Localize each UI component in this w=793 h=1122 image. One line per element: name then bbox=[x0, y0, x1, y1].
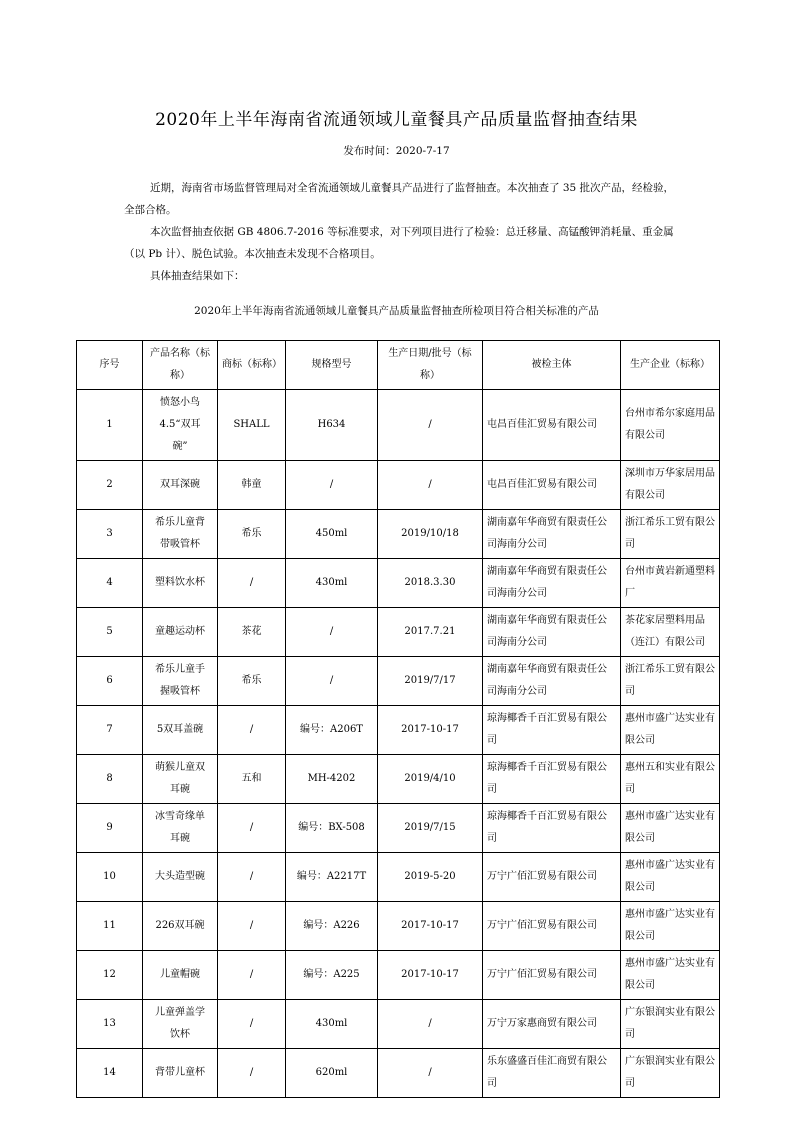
cell-specification: 编号：A225 bbox=[286, 951, 378, 1000]
cell-manufacturer: 惠州市盛广达实业有限公司 bbox=[621, 951, 720, 1000]
table-header-row bbox=[77, 341, 720, 390]
cell-production-date: 2018.3.30 bbox=[378, 559, 483, 608]
cell-serial: 9 bbox=[77, 804, 143, 853]
cell-trademark: 五和 bbox=[218, 755, 286, 804]
intro-paragraph: 近期，海南省市场监督管理局对全省流通领域儿童餐具产品进行了监督抽查。本次抽查了 35 批次产品，经检验，全部合格。 bbox=[124, 182, 675, 216]
header-inspected-entity: 被检主体 bbox=[483, 341, 621, 390]
cell-manufacturer: 惠州市盛广达实业有限公司 bbox=[621, 853, 720, 902]
header-specification: 规格型号 bbox=[286, 341, 378, 390]
cell-trademark: / bbox=[218, 1000, 286, 1049]
cell-inspected-entity: 乐东盛盛百佳汇商贸有限公司 bbox=[483, 1049, 621, 1098]
cell-serial: 8 bbox=[77, 755, 143, 804]
cell-trademark: / bbox=[218, 706, 286, 755]
cell-inspected-entity: 湖南嘉年华商贸有限责任公司海南分公司 bbox=[483, 657, 621, 706]
table-row bbox=[77, 559, 720, 608]
cell-product-name: 5双耳盖碗 bbox=[143, 706, 218, 755]
header-product-name: 产品名称（标称） bbox=[143, 341, 218, 390]
cell-product-name: 塑料饮水杯 bbox=[143, 559, 218, 608]
cell-trademark: SHALL bbox=[218, 390, 286, 461]
cell-production-date: / bbox=[378, 1000, 483, 1049]
cell-serial: 11 bbox=[77, 902, 143, 951]
cell-product-name: 儿童弹盖学饮杯 bbox=[143, 1000, 218, 1049]
cell-inspected-entity: 琼海椰香千百汇贸易有限公司 bbox=[483, 755, 621, 804]
cell-manufacturer: 台州市希尔家庭用品有限公司 bbox=[621, 390, 720, 461]
cell-specification: 450ml bbox=[286, 510, 378, 559]
header-serial: 序号 bbox=[77, 341, 143, 390]
cell-serial: 1 bbox=[77, 390, 143, 461]
cell-production-date: 2017.7.21 bbox=[378, 608, 483, 657]
table-caption: 2020年上半年海南省流通领域儿童餐具产品质量监督抽查所检项目符合相关标准的产品 bbox=[194, 305, 599, 317]
cell-product-name: 226双耳碗 bbox=[143, 902, 218, 951]
cell-serial: 7 bbox=[77, 706, 143, 755]
cell-product-name: 萌猴儿童双耳碗 bbox=[143, 755, 218, 804]
cell-production-date: 2019/10/18 bbox=[378, 510, 483, 559]
cell-manufacturer: 台州市黄岩新通塑料厂 bbox=[621, 559, 720, 608]
table-row bbox=[77, 461, 720, 510]
cell-inspected-entity: 万宁广佰汇贸易有限公司 bbox=[483, 902, 621, 951]
cell-production-date: 2017-10-17 bbox=[378, 706, 483, 755]
cell-inspected-entity: 湖南嘉年华商贸有限责任公司海南分公司 bbox=[483, 559, 621, 608]
cell-product-name: 儿童帽碗 bbox=[143, 951, 218, 1000]
publish-date: 发布时间：2020-7-17 bbox=[343, 145, 450, 157]
cell-production-date: 2019/7/15 bbox=[378, 804, 483, 853]
header-manufacturer: 生产企业（标称） bbox=[621, 341, 720, 390]
cell-trademark: / bbox=[218, 1049, 286, 1098]
table-row bbox=[77, 853, 720, 902]
cell-specification: 编号：A226 bbox=[286, 902, 378, 951]
document-title: 2020年上半年海南省流通领域儿童餐具产品质量监督抽查结果 bbox=[155, 110, 638, 130]
cell-serial: 2 bbox=[77, 461, 143, 510]
table-row bbox=[77, 1000, 720, 1049]
table-row bbox=[77, 510, 720, 559]
table-row bbox=[77, 706, 720, 755]
cell-manufacturer: 茶花家居塑料用品（连江）有限公司 bbox=[621, 608, 720, 657]
cell-production-date: 2019/4/10 bbox=[378, 755, 483, 804]
cell-trademark: / bbox=[218, 951, 286, 1000]
cell-manufacturer: 惠州市盛广达实业有限公司 bbox=[621, 804, 720, 853]
cell-inspected-entity: 湖南嘉年华商贸有限责任公司海南分公司 bbox=[483, 510, 621, 559]
cell-serial: 13 bbox=[77, 1000, 143, 1049]
cell-serial: 10 bbox=[77, 853, 143, 902]
cell-production-date: / bbox=[378, 390, 483, 461]
cell-specification: 编号：A2217T bbox=[286, 853, 378, 902]
table-body bbox=[77, 390, 720, 1098]
cell-manufacturer: 惠州市盛广达实业有限公司 bbox=[621, 902, 720, 951]
cell-product-name: 大头造型碗 bbox=[143, 853, 218, 902]
cell-production-date: / bbox=[378, 461, 483, 510]
cell-product-name: 愤怒小鸟 4.5“双耳碗” bbox=[143, 390, 218, 461]
table-row bbox=[77, 902, 720, 951]
cell-product-name: 冰雪奇缘单耳碗 bbox=[143, 804, 218, 853]
cell-product-name: 童趣运动杯 bbox=[143, 608, 218, 657]
table-row bbox=[77, 390, 720, 461]
cell-specification: 编号：BX-508 bbox=[286, 804, 378, 853]
header-trademark: 商标（标称） bbox=[218, 341, 286, 390]
cell-trademark: / bbox=[218, 559, 286, 608]
cell-product-name: 希乐儿童背带吸管杯 bbox=[143, 510, 218, 559]
cell-trademark: / bbox=[218, 804, 286, 853]
results-table bbox=[76, 340, 720, 1098]
cell-trademark: 韩童 bbox=[218, 461, 286, 510]
cell-manufacturer: 惠州五和实业有限公司 bbox=[621, 755, 720, 804]
header-production-date: 生产日期/批号（标称） bbox=[378, 341, 483, 390]
table-row bbox=[77, 657, 720, 706]
cell-trademark: / bbox=[218, 902, 286, 951]
cell-serial: 14 bbox=[77, 1049, 143, 1098]
cell-specification: / bbox=[286, 461, 378, 510]
cell-inspected-entity: 万宁广佰汇贸易有限公司 bbox=[483, 853, 621, 902]
cell-manufacturer: 广东银润实业有限公司 bbox=[621, 1000, 720, 1049]
cell-inspected-entity: 屯昌百佳汇贸易有限公司 bbox=[483, 390, 621, 461]
cell-product-name: 背带儿童杯 bbox=[143, 1049, 218, 1098]
cell-specification: 430ml bbox=[286, 1000, 378, 1049]
table-row bbox=[77, 755, 720, 804]
cell-manufacturer: 惠州市盛广达实业有限公司 bbox=[621, 706, 720, 755]
table-row bbox=[77, 1049, 720, 1098]
cell-production-date: 2019/7/17 bbox=[378, 657, 483, 706]
cell-inspected-entity: 屯昌百佳汇贸易有限公司 bbox=[483, 461, 621, 510]
cell-specification: MH-4202 bbox=[286, 755, 378, 804]
cell-specification: 620ml bbox=[286, 1049, 378, 1098]
cell-specification: / bbox=[286, 657, 378, 706]
cell-inspected-entity: 万宁广佰汇贸易有限公司 bbox=[483, 951, 621, 1000]
cell-serial: 5 bbox=[77, 608, 143, 657]
cell-specification: / bbox=[286, 608, 378, 657]
cell-trademark: 希乐 bbox=[218, 510, 286, 559]
cell-product-name: 双耳深碗 bbox=[143, 461, 218, 510]
cell-serial: 4 bbox=[77, 559, 143, 608]
cell-production-date: 2017-10-17 bbox=[378, 951, 483, 1000]
standard-paragraph: 本次监督抽查依据 GB 4806.7-2016 等标准要求，对下列项目进行了检验：总迁移量、高锰酸钾消耗量、重金属（以 Pb 计）、脱色试验。本次抽查未发现不合格项目。 bbox=[124, 226, 674, 260]
results-lead-paragraph: 具体抽查结果如下： bbox=[150, 270, 245, 282]
cell-inspected-entity: 琼海椰香千百汇贸易有限公司 bbox=[483, 804, 621, 853]
table-row bbox=[77, 951, 720, 1000]
cell-specification: 430ml bbox=[286, 559, 378, 608]
cell-inspected-entity: 万宁万家惠商贸有限公司 bbox=[483, 1000, 621, 1049]
cell-serial: 12 bbox=[77, 951, 143, 1000]
cell-production-date: 2017-10-17 bbox=[378, 902, 483, 951]
cell-production-date: / bbox=[378, 1049, 483, 1098]
table-row bbox=[77, 608, 720, 657]
cell-serial: 6 bbox=[77, 657, 143, 706]
cell-inspected-entity: 琼海椰香千百汇贸易有限公司 bbox=[483, 706, 621, 755]
cell-specification: H634 bbox=[286, 390, 378, 461]
cell-product-name: 希乐儿童手握吸管杯 bbox=[143, 657, 218, 706]
cell-production-date: 2019-5-20 bbox=[378, 853, 483, 902]
cell-manufacturer: 浙江希乐工贸有限公司 bbox=[621, 510, 720, 559]
cell-trademark: / bbox=[218, 853, 286, 902]
table-row bbox=[77, 804, 720, 853]
cell-specification: 编号：A206T bbox=[286, 706, 378, 755]
cell-manufacturer: 广东银润实业有限公司 bbox=[621, 1049, 720, 1098]
cell-trademark: 茶花 bbox=[218, 608, 286, 657]
cell-serial: 3 bbox=[77, 510, 143, 559]
cell-trademark: 希乐 bbox=[218, 657, 286, 706]
cell-inspected-entity: 湖南嘉年华商贸有限责任公司海南分公司 bbox=[483, 608, 621, 657]
cell-manufacturer: 浙江希乐工贸有限公司 bbox=[621, 657, 720, 706]
cell-manufacturer: 深圳市万华家居用品有限公司 bbox=[621, 461, 720, 510]
